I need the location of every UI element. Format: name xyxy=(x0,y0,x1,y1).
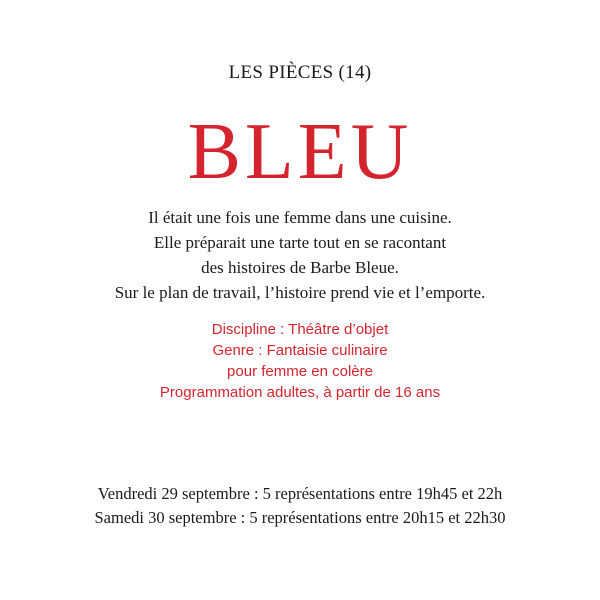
genre-line: Genre : Fantaisie culinaire xyxy=(212,342,388,359)
schedule-line-friday: Vendredi 29 septembre : 5 représentations entre 19h45 et 22h xyxy=(97,484,503,503)
synopsis-line: Sur le plan de travail, l’histoire prend vie et l’emporte. xyxy=(114,283,486,302)
show-details xyxy=(0,319,600,403)
synopsis xyxy=(0,205,600,305)
genre-line-continued: pour femme en colère xyxy=(227,363,373,380)
discipline-line: Discipline : Théâtre d’objet xyxy=(211,321,389,338)
schedule xyxy=(0,482,600,530)
synopsis-line: Elle préparait une tarte tout en se racontant xyxy=(153,233,447,252)
series-label: LES PIÈCES (14) xyxy=(228,62,372,83)
schedule-line-saturday: Samedi 30 septembre : 5 représentations entre 20h15 et 22h30 xyxy=(94,508,506,527)
audience-line: Programmation adultes, à partir de 16 ans xyxy=(159,384,441,401)
synopsis-line: Il était une fois une femme dans une cuisine. xyxy=(148,208,452,227)
show-title: BLEU xyxy=(187,108,413,196)
synopsis-line: des histoires de Barbe Bleue. xyxy=(201,258,399,277)
